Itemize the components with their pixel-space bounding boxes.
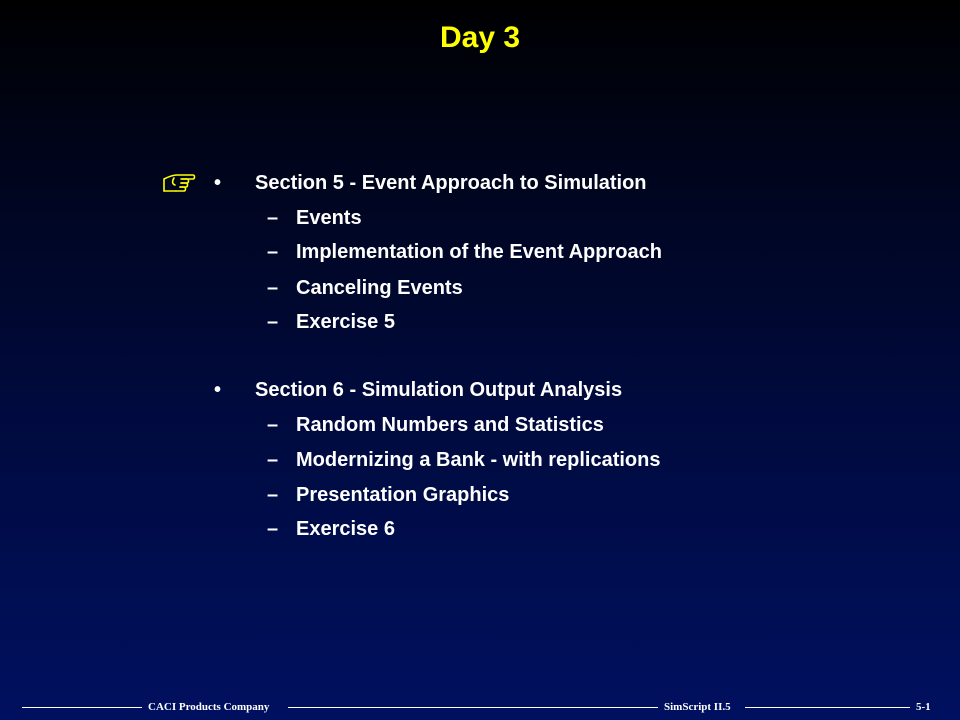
footer-product: SimScript II.5 <box>664 701 731 713</box>
footer-rule <box>22 707 142 708</box>
pointing-hand-icon <box>162 172 196 198</box>
sub-item-label: Exercise 6 <box>296 518 395 540</box>
section-6-heading: Section 6 - Simulation Output Analysis <box>255 379 623 401</box>
footer-page-number: 5-1 <box>916 701 931 713</box>
dash-glyph: – <box>267 207 279 229</box>
dash-glyph: – <box>267 449 279 471</box>
sub-item-label: Modernizing a Bank - with replications <box>296 449 661 471</box>
sub-item-label: Canceling Events <box>296 277 463 299</box>
dash-glyph: – <box>267 414 279 436</box>
dash-glyph: – <box>267 241 279 263</box>
dash-glyph: – <box>267 484 279 506</box>
footer-rule <box>288 707 658 708</box>
slide-title: Day 3 <box>439 21 521 54</box>
section-5-heading: Section 5 - Event Approach to Simulation <box>255 172 647 194</box>
bullet-glyph: • <box>214 379 222 401</box>
slide-footer <box>0 698 960 716</box>
footer-rule <box>745 707 910 708</box>
footer-company: CACI Products Company <box>148 701 270 713</box>
sub-item-label: Random Numbers and Statistics <box>296 414 604 436</box>
bullet-glyph: • <box>214 172 222 194</box>
sub-item-label: Exercise 5 <box>296 311 395 333</box>
sub-item-label: Presentation Graphics <box>296 484 510 506</box>
sub-item-label: Events <box>296 207 362 229</box>
dash-glyph: – <box>267 518 279 540</box>
sub-item-label: Implementation of the Event Approach <box>296 241 662 263</box>
dash-glyph: – <box>267 311 279 333</box>
dash-glyph: – <box>267 277 279 299</box>
